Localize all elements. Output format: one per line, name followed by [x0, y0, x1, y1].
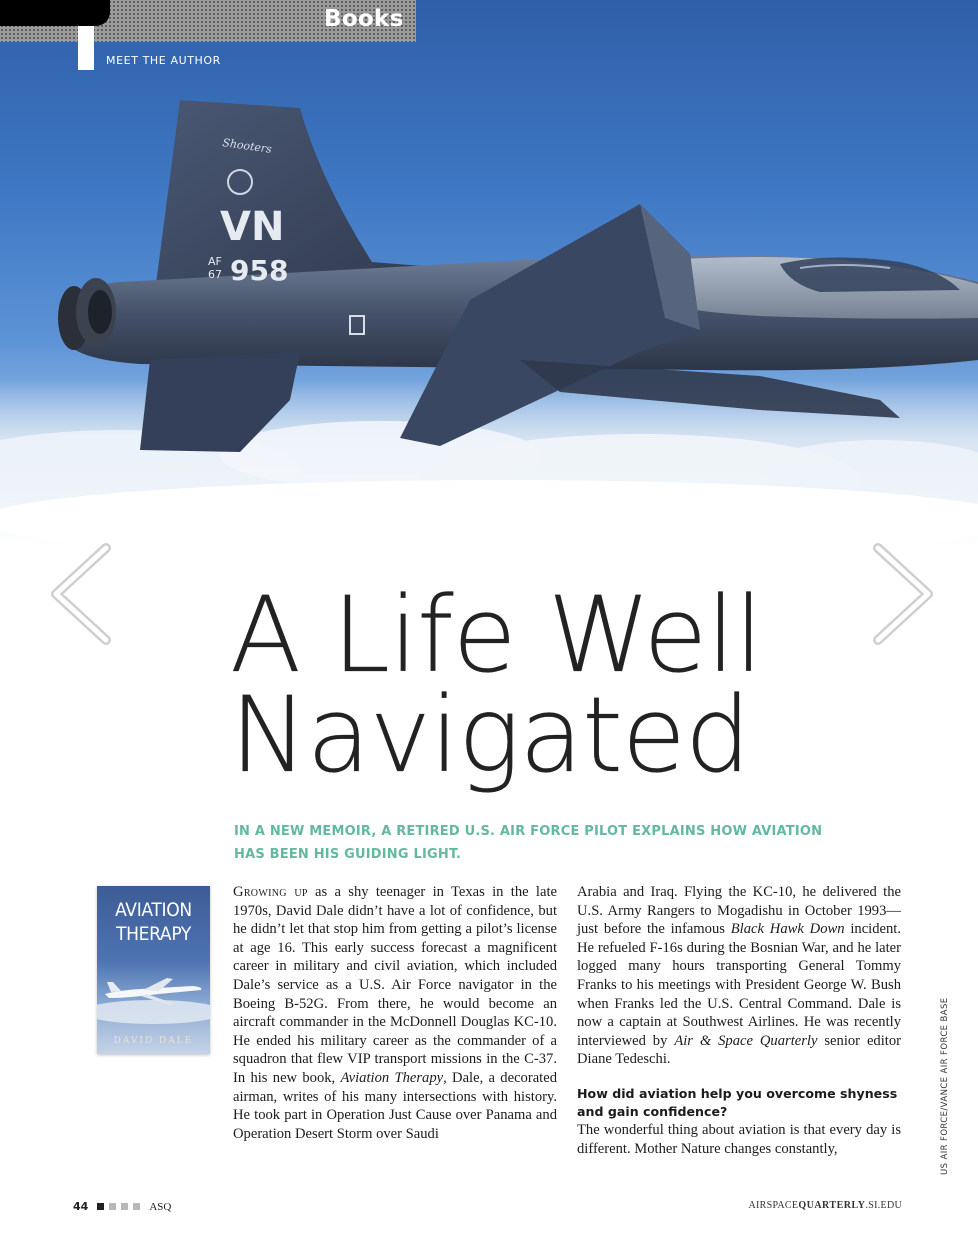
tail-script: Shooters	[221, 136, 273, 156]
body-text: , Dale, a decorated airman, writes of his many intersections with history. He took part in Operation Just Cause over Panama and Operation Desert Storm over Saudi	[233, 1069, 558, 1142]
magazine-name: ASQ	[149, 1200, 172, 1213]
film-title-mention: Black Hawk Down	[730, 921, 845, 938]
corner-notch	[0, 0, 110, 26]
hero-photo	[0, 0, 978, 548]
book-title-line-1: AVIATION	[115, 899, 192, 921]
tail-number: 958	[230, 254, 289, 287]
footer-folio	[73, 1200, 171, 1213]
tail-prefix-bottom: 67	[208, 268, 222, 281]
body-text: senior editor Diane Tedeschi.	[577, 1032, 901, 1068]
interview-question: How did aviation help you overcome shyness and gain confidence?	[577, 1085, 898, 1119]
deck-line-1: IN A NEW MEMOIR, A RETIRED U.S. AIR FORCE PILOT EXPLAINS HOW AVIATION	[234, 824, 823, 839]
article-paragraph	[577, 883, 901, 1069]
article-column-left	[233, 883, 557, 1143]
photo-credit: US AIR FORCE/VANCE AIR FORCE BASE	[940, 997, 950, 1175]
section-label: Books	[324, 6, 404, 32]
previous-page-button[interactable]	[40, 538, 124, 650]
kicker-label: MEET THE AUTHOR	[106, 54, 221, 67]
article-deck	[234, 820, 874, 866]
lead-in: Growing up	[233, 884, 308, 900]
url-prefix: AIRSPACE	[748, 1200, 799, 1211]
folio-square	[109, 1203, 116, 1210]
url-bold: QUARTERLY	[798, 1200, 866, 1211]
book-cover-title	[97, 898, 210, 946]
book-title-line-2: THERAPY	[115, 923, 192, 945]
magazine-title-mention: Air & Space Quarterly	[674, 1032, 818, 1049]
url-suffix: .SI.EDU	[865, 1200, 902, 1211]
folio-square	[97, 1203, 104, 1210]
book-cover	[97, 886, 210, 1054]
chevron-left-icon	[40, 538, 124, 650]
folio-square	[121, 1203, 128, 1210]
book-title-mention: Aviation Therapy	[340, 1069, 444, 1086]
body-text: incident. He refueled F-16s during the Bosnian War, and he later logged many hours transporting General Tommy Franks to his meetings with President George W. Bush when Franks led the U.S. Central Command. Dale is now a captain at Southwest Airlines. He was recently interviewed by	[577, 921, 902, 1049]
section-marker-bar	[78, 26, 94, 70]
page-number: 44	[73, 1200, 89, 1213]
book-cover-author: DAVID DALE	[113, 1036, 194, 1046]
jet-icon	[97, 968, 210, 1028]
folio-square	[133, 1203, 140, 1210]
headline-line-1: A Life Well	[230, 574, 763, 696]
article-headline	[230, 574, 950, 796]
tail-prefix-top: AF	[208, 255, 222, 268]
article-paragraph	[233, 883, 557, 1143]
footer-url	[700, 1200, 902, 1211]
jet-illustration	[0, 0, 978, 548]
deck-line-2: HAS BEEN HIS GUIDING LIGHT.	[234, 847, 462, 862]
article-column-right	[577, 883, 901, 1158]
tail-code: VN	[220, 204, 285, 250]
interview-answer: The wonderful thing about aviation is that every day is different. Mother Nature changes constantly,	[577, 1121, 901, 1157]
body-text: Arabia and Iraq. Flying the KC-10, he delivered the U.S. Army Rangers to Mogadishu in October 1993—just before the infamous	[577, 884, 901, 938]
body-text: as a shy teenager in Texas in the late 1970s, David Dale didn’t have a lot of confidence, but he didn’t let that stop him from getting a pilot’s license at age 16. This early success forecast a magnificent career in military and civil aviation, which included Dale’s service as a U.S. Air Force navigator in the Boeing B-52G. From there, he would become an aircraft commander in the McDonnell Douglas KC-10. He ended his military career as the commander of a squadron that flew VIP transport missions in the C-37. In his new book,	[233, 884, 557, 1086]
headline-line-2: Navigated	[230, 674, 750, 796]
